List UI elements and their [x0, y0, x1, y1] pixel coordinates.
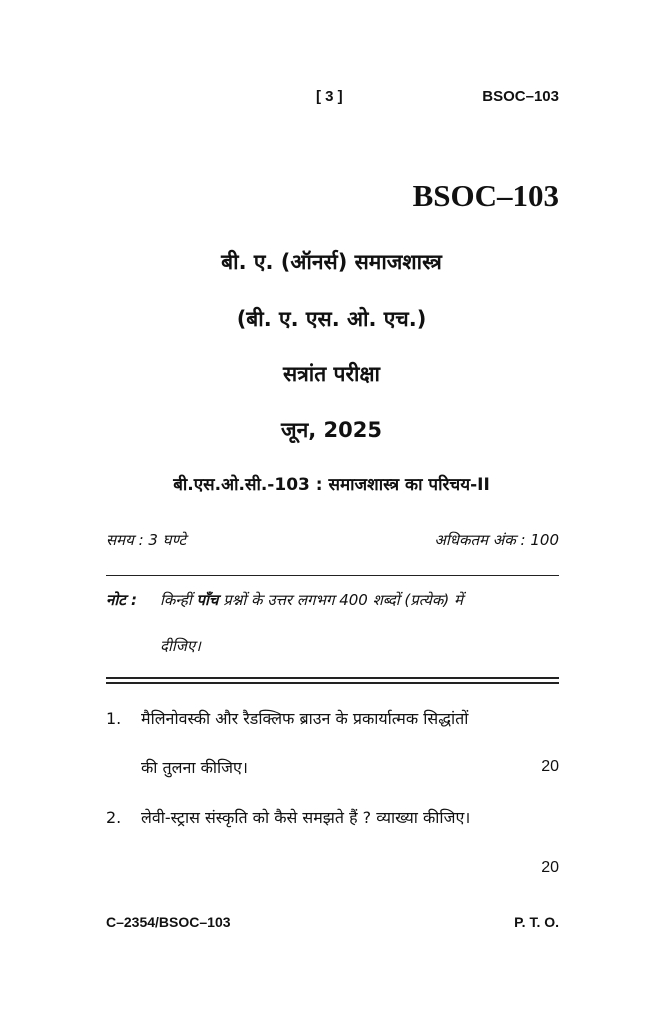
programme-abbreviation: (बी. ए. एस. ओ. एच.) [236, 307, 427, 331]
exam-type: सत्रांत परीक्षा [283, 362, 380, 386]
note-text-line2: दीजिए। [160, 637, 201, 655]
question-number: 2. [106, 808, 122, 827]
programme-title: बी. ए. (ऑनर्स) समाजशास्त्र [221, 250, 442, 274]
maximum-marks: अधिकतम अंक : 100 [434, 531, 559, 549]
question-1-marks: 20 [541, 758, 559, 775]
please-turn-over: P. T. O. [514, 914, 559, 930]
question-1-line2: की तुलना कीजिए। [141, 758, 248, 777]
time-allowed: समय : 3 घण्टे [106, 531, 187, 549]
note-text-bold: पाँच [196, 591, 219, 609]
course-code-title: BSOC–103 [412, 178, 559, 213]
divider-line [106, 575, 559, 576]
note-text-pre: किन्हीं [160, 591, 192, 609]
question-2-marks: 20 [541, 859, 559, 876]
question-1-line1: मैलिनोवस्की और रैडक्लिफ ब्राउन के प्रकार्यात्मक सिद्धांतों [141, 709, 469, 728]
double-divider-top [106, 677, 559, 679]
header-course-code: BSOC–103 [482, 88, 559, 105]
note-text [160, 590, 560, 610]
question-number: 1. [106, 709, 122, 728]
page-number: [ 3 ] [316, 88, 343, 105]
note-text-post: प्रश्नों के उत्तर लगभग 400 शब्दों (प्रत्येक) में [223, 591, 463, 609]
course-title: बी.एस.ओ.सी.-103 : समाजशास्त्र का परिचय-II [173, 475, 490, 495]
exam-session: जून, 2025 [281, 418, 382, 442]
footer-paper-code: C–2354/BSOC–103 [106, 914, 231, 930]
note-label: नोट : [106, 591, 137, 609]
question-2-line1: लेवी-स्ट्रास संस्कृति को कैसे समझते हैं ? व्याख्या कीजिए। [141, 808, 471, 827]
double-divider-bottom [106, 682, 559, 684]
